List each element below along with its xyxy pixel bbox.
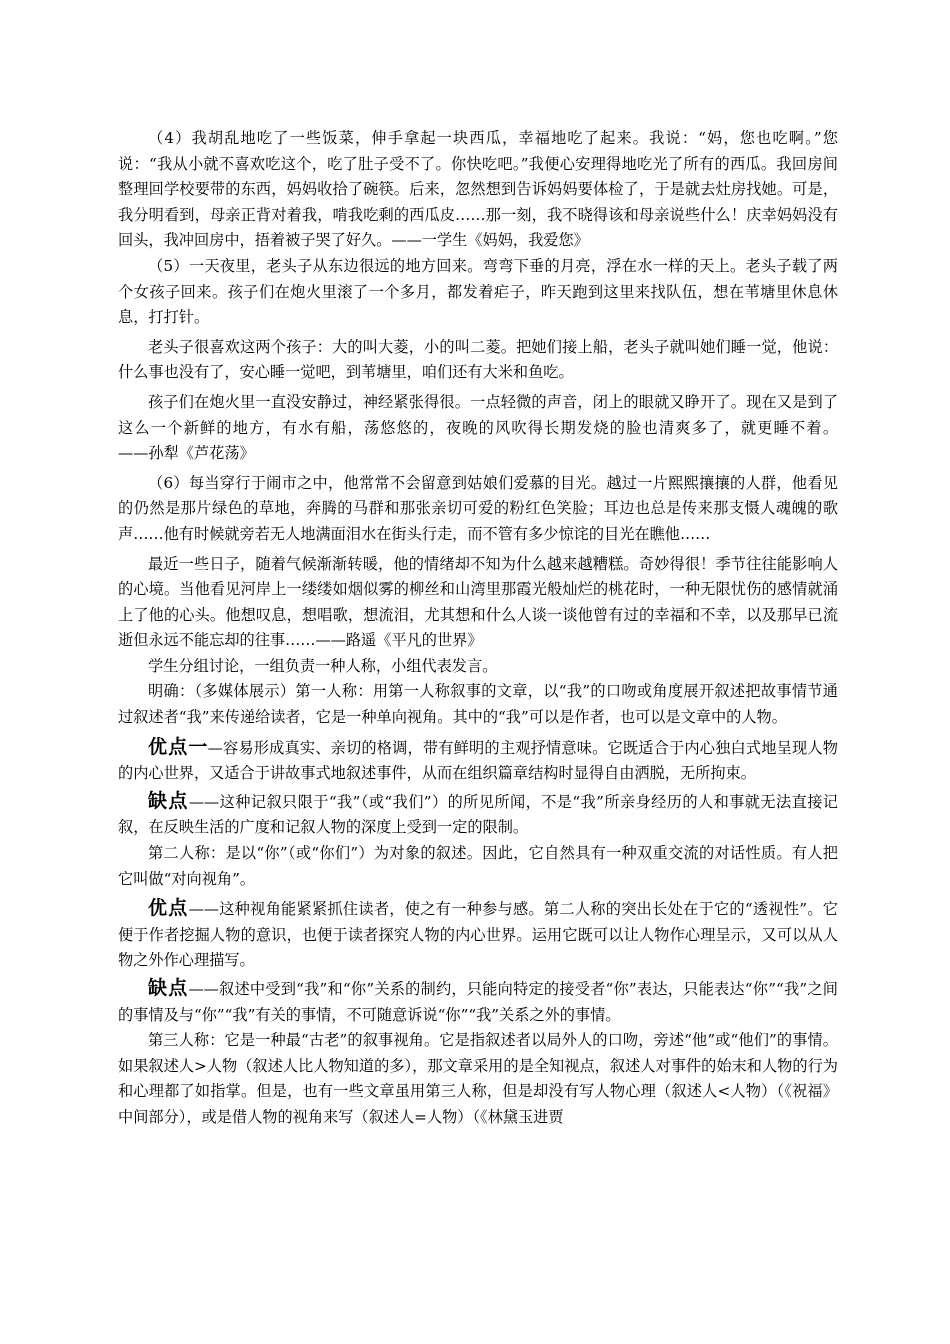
excerpt-4-text: （4）我胡乱地吃了一些饭菜，伸手拿起一块西瓜，幸福地吃了起来。我说：“妈，您也吃啊。”您说：“我从小就不喜欢吃这个，吃了肚子受不了。你快吃吧。”我便心安理得地吃光了所有的西瓜。我回房间整理回学校要带的东西，妈妈收拾了碗筷。后来，忽然想到告诉妈妈要体检了，于是就去灶房找她。可是，我分明看到，母亲正背对着我，啃我吃剩的西瓜皮……那一刻，我不晓得该和母亲说些什么！庆幸妈妈没有回头，我冲回房中，捂着被子哭了好久。 bbox=[118, 129, 838, 250]
advantage-dash: 一 bbox=[188, 735, 208, 758]
third-person-definition: 第三人称：它是一种最“古老”的叙事视角。它是指叙述者以局外人的口吻，旁述“他”或“他们”的事情。如果叙述人>人物（叙述人比人物知道的多），那文章采用的是全知视点，叙述人对事件的始末和人物的行为和心理都了如指掌。但是，也有一些文章虽用第三人称，但是却没有写人物心理（叙述人<人物）（《祝福》中间部分），或是借人物的视角来写（叙述人=人物）（《林黛玉进贾 bbox=[118, 1031, 838, 1126]
second-person-disadvantage-text: ——叙述中受到“我”和“你”关系的制约，只能向特定的接受者“你”表达，只能表达“你”“我”之间的事情及与“你”“我”有关的事情，不可随意诉说“你”“我”关系之外的事情。 bbox=[118, 980, 838, 1024]
excerpt-6-para-1: （6）每当穿行于闹市之中，他常常不会留意到姑娘们爱慕的目光。越过一片熙熙攘攘的人群，他看见的仍然是那片绿色的草地，奔腾的马群和那张亲切可爱的粉红色笑脸；耳边也总是传来那支慑人魂魄的歌声……他有时候就旁若无人地满面泪水在街头行走，而不管有多少惊诧的目光在瞧他…… bbox=[118, 473, 838, 543]
advantage-label: 优点 bbox=[148, 735, 189, 758]
excerpt-5-para-1: （5）一天夜里，老头子从东边很远的地方回来。弯弯下垂的月亮，浮在水一样的天上。老头子载了两个女孩子回来。孩子们在炮火里滚了一个多月，都发着疟子，昨天跑到这里来找队伍，想在苇塘里休息休息，打打针。 bbox=[118, 256, 838, 327]
second-person-advantage-text: ——这种视角能紧紧抓住读者，使之有一种参与感。第二人称的突出长处在于它的“透视性”。它便于作者挖掘人物的意识，也便于读者探究人物的内心世界。运用它既可以让人物作心理呈示，又可以从人物之外作心理描写。 bbox=[118, 900, 838, 970]
first-person-advantage bbox=[118, 735, 838, 787]
advantage-label-2: 优点 bbox=[148, 897, 189, 920]
document-page bbox=[118, 126, 838, 1131]
second-person-advantage bbox=[118, 896, 838, 974]
group-discussion: 学生分组讨论，一组负责一种人称，小组代表发言。 bbox=[148, 656, 498, 675]
first-person-disadvantage bbox=[118, 789, 838, 841]
excerpt-5-para-2: 老头子很喜欢这两个孩子：大的叫大菱，小的叫二菱。把她们接上船，老头子就叫她们睡一觉，他说：什么事也没有了，安心睡一觉吧，到苇塘里，咱们还有大米和鱼吃。 bbox=[118, 337, 838, 382]
excerpt-4-source: ——一学生《妈妈，我爱您》 bbox=[391, 231, 589, 250]
disadvantage-label-2: 缺点 bbox=[148, 977, 189, 999]
excerpt-5-para-3 bbox=[118, 390, 838, 467]
first-person-advantage-text: —容易形成真实、亲切的格调，带有鲜明的主观抒情意味。它既适合于内心独白式地呈现人物的内心世界，又适合于讲故事式地叙述事件，从而在组织篇章结构时显得自由洒脱，无所拘束。 bbox=[118, 738, 838, 783]
first-person-definition: 明确：（多媒体展示）第一人称：用第一人称叙事的文章，以“我”的口吻或角度展开叙述把故事情节通过叙述者“我”来传递给读者，它是一种单向视角。其中的“我”可以是作者，也可以是文章中的人物。 bbox=[118, 682, 838, 727]
excerpt-5-para-3-text: 孩子们在炮火里一直没安静过，神经紧张得很。一点轻微的声音，闭上的眼就又睁开了。现在又是到了这么一个新鲜的地方，有水有船，荡悠悠的，夜晚的风吹得长期发烧的脸也清爽多了，就更睡不着。 bbox=[118, 392, 838, 437]
first-person-disadvantage-text: ——这种记叙只限于“我”（或“我们”）的所见所闻，不是“我”所亲身经历的人和事就无法直接记叙，在反映生活的广度和记叙人物的深度上受到一定的限制。 bbox=[118, 792, 838, 837]
second-person-disadvantage bbox=[118, 976, 838, 1028]
excerpt-6-source: ——路遥《平凡的世界》 bbox=[315, 631, 483, 650]
excerpt-4 bbox=[118, 126, 838, 254]
excerpt-5-source: ——孙犁《芦花荡》 bbox=[118, 444, 255, 463]
second-person-definition: 第二人称：是以“你”（或“你们”）为对象的叙述。因此，它自然具有一种双重交流的对话性质。有人把它叫做“对向视角”。 bbox=[118, 844, 838, 888]
excerpt-6-para-2-text: 最近一些日子，随着气候渐渐转暖，他的情绪却不知为什么越来越糟糕。奇妙得很！季节往往能影响人的心境。当他看见河岸上一缕缕如烟似雾的柳丝和山湾里那霞光般灿烂的桃花时，一种无限忧伤的感情就涌上了他的心头。他想叹息，想唱歌，想流泪，尤其想和什么人谈一谈他曾有过的幸福和不幸，以及那早已流逝但永远不能忘却的往事…… bbox=[118, 554, 838, 650]
disadvantage-label: 缺点 bbox=[148, 789, 189, 812]
excerpt-6-para-2 bbox=[118, 552, 838, 654]
